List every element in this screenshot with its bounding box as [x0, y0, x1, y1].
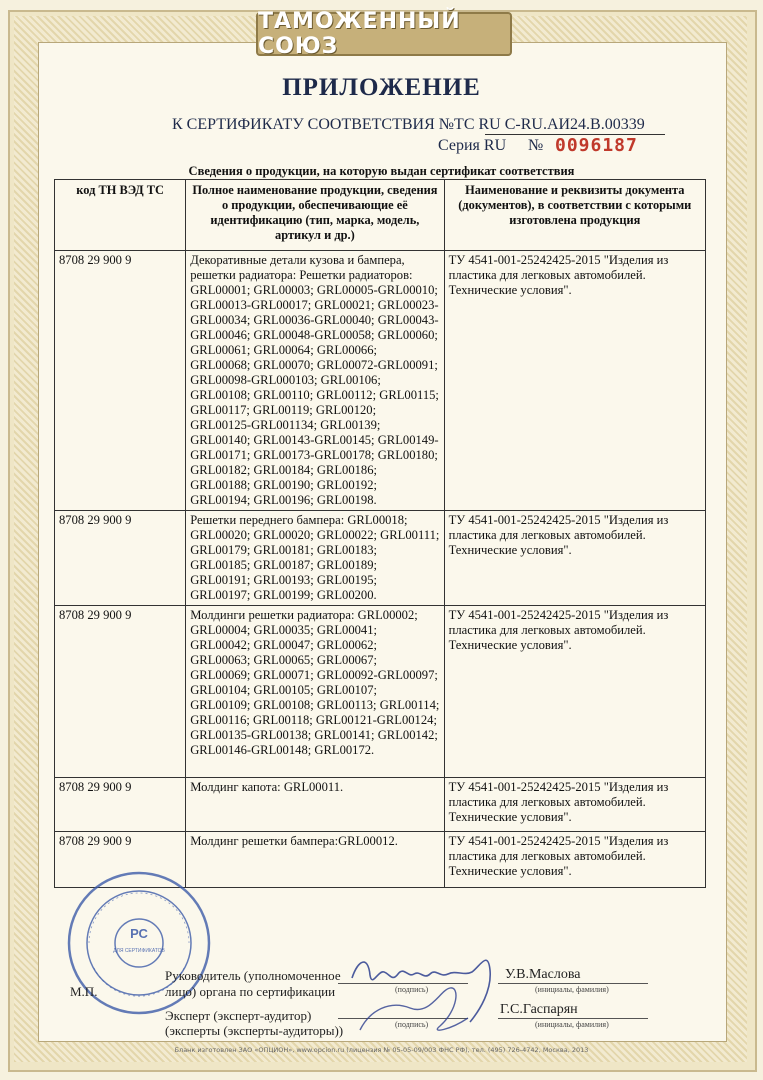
banner-text: ТАМОЖЕННЫЙ СОЮЗ [258, 9, 461, 59]
table-caption: Сведения о продукции, на которую выдан сертификат соответствия [188, 164, 575, 178]
cell-code: 8708 29 900 9 [55, 606, 186, 778]
handwritten-signatures [340, 930, 510, 1040]
head-signature-caption: (подпись) [395, 985, 429, 994]
cell-document: ТУ 4541-001-25242425-2015 "Изделия из пластика для легковых автомобилей. Технические условия". [444, 778, 705, 832]
cell-code: 8708 29 900 9 [55, 511, 186, 606]
certificate-reference [172, 116, 645, 134]
cell-document: ТУ 4541-001-25242425-2015 "Изделия из пластика для легковых автомобилей. Технические условия". [444, 606, 705, 778]
cell-product-name: Декоративные детали кузова и бампера, решетки радиатора: Решетки радиаторов: GRL00001; GRL00003; GRL00005-GRL00010; GRL00013-GRL00017; GRL00021; GRL00023-GRL00034; GRL00036-GRL00040; GRL00043-GRL00046; GRL00048-GRL00058; GRL00060; GRL00061; GRL00064; GRL00066; GRL00068; GRL00070; GRL00072-GRL00091; GRL00098-GRL000103; GRL00106; GRL00108; GRL00110; GRL00112; GRL00115; GRL00117; GRL00119; GRL00120; GRL00125-GRL001134; GRL00139; GRL00140; GRL00143-GRL00145; GRL00149-GRL00171; GRL00173-GRL00178; GRL00180; GRL00182; GRL00184; GRL00186; GRL00188; GRL00190; GRL00192; GRL00194; GRL00196; GRL00198. [186, 251, 444, 511]
expert-signature-caption: (подпись) [395, 1020, 429, 1029]
head-name-line [498, 983, 648, 984]
table-row [55, 606, 706, 778]
cell-code: 8708 29 900 9 [55, 832, 186, 888]
header-product-name: Полное наименование продукции, сведения о продукции, обеспечивающие её идентификацию (тип, марка, модель, артикул и др.) [186, 180, 444, 251]
head-label-line1: Руководитель (уполномоченное [165, 968, 341, 983]
expert-label-line1: Эксперт (эксперт-аудитор) [165, 1008, 312, 1023]
expert-name-line [498, 1018, 648, 1019]
cell-product-name: Молдинг решетки бампера:GRL00012. [186, 832, 444, 888]
cell-code: 8708 29 900 9 [55, 778, 186, 832]
head-name-caption: (инициалы, фамилия) [535, 985, 609, 994]
certificate-number: №ТС RU C-RU.АИ24.В.00339 [438, 116, 645, 133]
subtitle-prefix: К СЕРТИФИКАТУ СООТВЕТСТВИЯ [172, 116, 435, 133]
series-no-label: № [528, 137, 544, 154]
cell-product-name: Молдинги решетки радиатора: GRL00002; GRL00004; GRL00035; GRL00041; GRL00042; GRL00047; GRL00062; GRL00063; GRL00065; GRL00067; GRL00069; GRL00071; GRL00092-GRL00097; GRL00104; GRL00105; GRL00107; GRL00109; GRL00108; GRL00113; GRL00114; GRL00116; GRL00118; GRL00121-GRL00124; GRL00135-GRL00138; GRL00141; GRL00142; GRL00146-GRL00148; GRL00172. [186, 606, 444, 778]
expert-label-line2: (эксперты (эксперты-аудиторы)) [165, 1023, 344, 1038]
cell-product-name: Молдинг капота: GRL00011. [186, 778, 444, 832]
expert-name-caption: (инициалы, фамилия) [535, 1020, 609, 1029]
cell-document: ТУ 4541-001-25242425-2015 "Изделия из пластика для легковых автомобилей. Технические условия". [444, 832, 705, 888]
header-code: код ТН ВЭД ТС [55, 180, 186, 251]
form-footer: Бланк изготовлен ЗАО «ОПЦИОН», www.opcion.ru (лицензия № 05-05-09/003 ФНС РФ), тел. (495) 726-4742, Москва, 2013 [174, 1046, 589, 1054]
table-row [55, 778, 706, 832]
cell-document: ТУ 4541-001-25242425-2015 "Изделия из пластика для легковых автомобилей. Технические условия". [444, 251, 705, 511]
table-row [55, 511, 706, 606]
svg-text:РС: РС [130, 926, 148, 941]
series-label: Серия RU [438, 137, 507, 154]
cell-document: ТУ 4541-001-25242425-2015 "Изделия из пластика для легковых автомобилей. Технические условия". [444, 511, 705, 606]
seal-center-text: ДЛЯ СЕРТИФИКАТОВ [113, 948, 165, 954]
customs-union-banner [256, 9, 512, 59]
head-name: У.В.Маслова [505, 967, 581, 982]
head-label-line2: лицо) органа по сертификации [165, 984, 336, 999]
seal-place-label: М.П. [70, 984, 98, 999]
series-number: 0096187 [555, 135, 638, 156]
product-table [54, 179, 706, 888]
table-row [55, 251, 706, 511]
table-header-row [55, 180, 706, 251]
header-document: Наименование и реквизиты документа (документов), в соответствии с которыми изготовлена продукция [444, 180, 705, 251]
page-title: ПРИЛОЖЕНИЕ [282, 74, 481, 101]
cell-product-name: Решетки переднего бампера: GRL00018; GRL00020; GRL00020; GRL00022; GRL00111; GRL00179; GRL00181; GRL00183; GRL00185; GRL00187; GRL00189; GRL00191; GRL00193; GRL00195; GRL00197; GRL00199; GRL00200. [186, 511, 444, 606]
expert-name: Г.С.Гаспарян [500, 1002, 578, 1017]
cell-code: 8708 29 900 9 [55, 251, 186, 511]
